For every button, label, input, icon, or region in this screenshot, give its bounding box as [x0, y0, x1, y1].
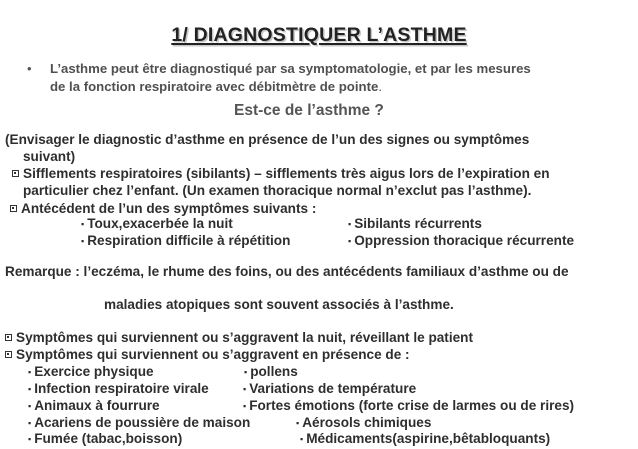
remark-line-1: Remarque : l’eczéma, le rhume des foins, ou des antécédents familiaux d’asthme ou de [5, 264, 569, 279]
intro-line-2 [50, 78, 382, 96]
trigger-animals-text: Animaux à fourrure [34, 398, 160, 413]
intro-line-1: L’asthme peut être diagnostiqué par sa symptomatologie, et par les mesures [50, 61, 531, 76]
night-symptoms-text: Symptômes qui surviennent ou s’aggravent la nuit, réveillant le patient [16, 330, 474, 345]
history-item-chest-text: Oppression thoracique récurrente [354, 233, 575, 248]
small-square-icon: ▪ [28, 418, 32, 428]
slide-title: 1/ DIAGNOSTIQUER L’ASTHME [171, 24, 467, 46]
intro-bullet: • [27, 61, 32, 76]
small-square-icon: ▪ [81, 219, 85, 229]
small-square-icon: ▪ [243, 401, 247, 411]
history-heading-text: Antécédent de l’un des symptômes suivants : [21, 201, 317, 216]
trigger-infection-text: Infection respiratoire virale [34, 381, 209, 396]
wheezing-line-2: particulier chez l’enfant. (Un examen thoracique normal n’exclut pas l’asthme). [23, 183, 532, 198]
trigger-smoke [28, 430, 182, 449]
history-item-chest [348, 232, 574, 251]
question-heading: Est-ce de l’asthme ? [234, 102, 384, 119]
small-square-icon: ▪ [28, 434, 32, 444]
small-square-icon: ▪ [243, 384, 247, 394]
trigger-emotions-text: Fortes émotions (forte crise de larmes ou de rires) [249, 398, 575, 413]
history-item-cough-text: Toux,exacerbée la nuit [87, 216, 233, 231]
trigger-mites-text: Acariens de poussière de maison [34, 415, 251, 430]
small-square-icon: ▪ [28, 367, 32, 377]
intro-line-2-period: . [378, 79, 382, 94]
trigger-aerosols-text: Aérosols chimiques [302, 415, 432, 430]
presence-heading [5, 346, 410, 363]
wheezing-text-1: Sifflements respiratoires (sibilants) – sifflements très aigus lors de l’expiration en [23, 166, 550, 181]
wheezing-line-1 [12, 165, 550, 182]
presence-heading-text: Symptômes qui surviennent ou s’aggravent en présence de : [16, 347, 410, 362]
trigger-temperature-text: Variations de température [249, 381, 417, 396]
history-item-breathing [81, 232, 290, 251]
square-bullet-icon [5, 351, 12, 358]
remark-line-2: maladies atopiques sont souvent associés à l’asthme. [104, 297, 454, 312]
consider-line-1: (Envisager le diagnostic d’asthme en présence de l’un des signes ou symptômes [5, 132, 530, 147]
intro-line-2-text: de la fonction respiratoire avec débitmètre de pointe [50, 79, 379, 94]
night-symptoms [5, 329, 473, 346]
small-square-icon: ▪ [28, 401, 32, 411]
trigger-exercise-text: Exercice physique [34, 364, 154, 379]
small-square-icon: ▪ [348, 219, 352, 229]
small-square-icon: ▪ [300, 434, 304, 444]
small-square-icon: ▪ [28, 384, 32, 394]
square-bullet-icon [5, 334, 12, 341]
history-item-wheezing-text: Sibilants récurrents [354, 216, 482, 231]
consider-line-2: suivant) [23, 149, 76, 164]
small-square-icon: ▪ [348, 236, 352, 246]
small-square-icon: ▪ [244, 367, 248, 377]
small-square-icon: ▪ [81, 236, 85, 246]
small-square-icon: ▪ [296, 418, 300, 428]
trigger-smoke-text: Fumée (tabac,boisson) [34, 431, 183, 446]
trigger-medications [300, 430, 550, 449]
history-item-breathing-text: Respiration difficile à répétition [87, 233, 291, 248]
trigger-pollens-text: pollens [250, 364, 298, 379]
square-bullet-icon [10, 205, 17, 212]
square-bullet-icon [12, 170, 19, 177]
trigger-medications-text: Médicaments(aspirine,bêtabloquants) [306, 431, 551, 446]
